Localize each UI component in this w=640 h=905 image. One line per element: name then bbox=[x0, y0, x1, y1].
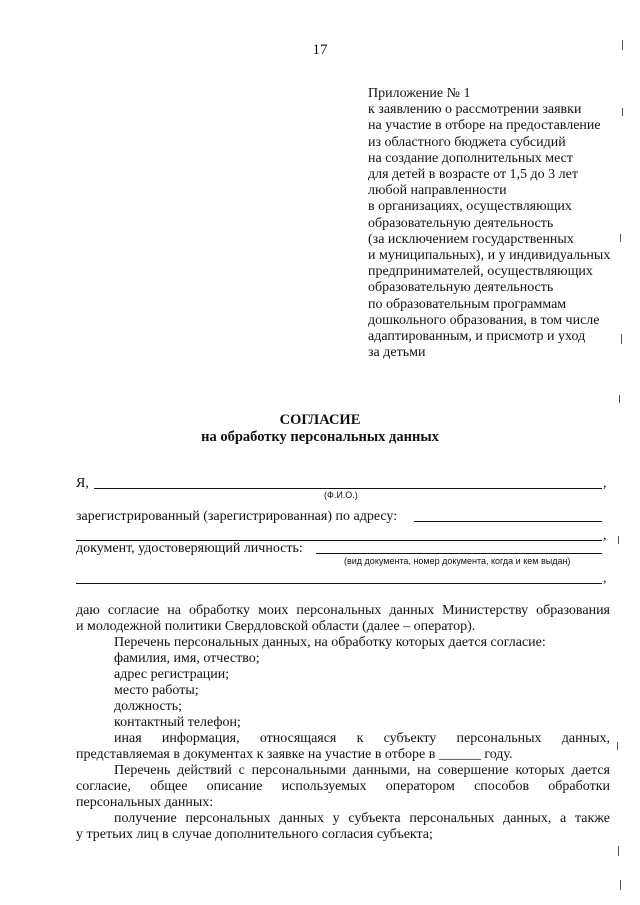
other-info-line-1: иная информация, относящаяся к субъекту персональных данных, bbox=[114, 731, 610, 746]
actions-line-2: согласие, общее описание используемых оператором способов обработки bbox=[76, 779, 610, 794]
fio-caption: (Ф.И.О.) bbox=[324, 490, 358, 500]
annex-line: адаптированным, и присмотр и уход bbox=[368, 329, 586, 345]
annex-line: (за исключением государственных bbox=[368, 231, 574, 247]
annex-line: к заявлению о рассмотрении заявки bbox=[368, 102, 582, 118]
annex-line: предпринимателей, осуществляющих bbox=[368, 264, 593, 280]
document-label: документ, удостоверяющий личность: bbox=[76, 541, 303, 556]
consent-line-1: даю согласие на обработку моих персональных данных Министерству образования bbox=[76, 603, 610, 618]
annex-line: образовательную деятельность bbox=[368, 215, 554, 231]
annex-line: из областного бюджета субсидий bbox=[368, 134, 566, 150]
annex-line: в организациях, осуществляющих bbox=[368, 199, 572, 215]
list-item: адрес регистрации; bbox=[114, 667, 230, 682]
list-intro: Перечень персональных данных, на обработку которых дается согласие: bbox=[114, 635, 546, 650]
scan-edge-mark bbox=[621, 334, 622, 344]
scan-edge-mark bbox=[619, 395, 620, 403]
scan-edge-mark bbox=[622, 40, 623, 50]
other-info-line-2: представляемая в документах к заявке на участие в отборе в ______ году. bbox=[76, 747, 513, 762]
annex-line: по образовательным программам bbox=[368, 296, 567, 312]
annex-line: дошкольного образования, в том числе bbox=[368, 312, 600, 328]
scan-edge-mark bbox=[617, 742, 618, 750]
receive-line-2: у третьих лиц в случае дополнительного согласия субъекта; bbox=[76, 827, 433, 842]
annex-line: Приложение № 1 bbox=[368, 86, 471, 101]
fio-comma: , bbox=[603, 476, 607, 491]
address-comma: , bbox=[603, 528, 607, 543]
registered-label: зарегистрированный (зарегистрированная) по адресу: bbox=[76, 509, 398, 524]
scan-edge-mark bbox=[620, 880, 621, 890]
page-number: 17 bbox=[312, 42, 328, 58]
receive-line-1: получение персональных данных у субъекта персональных данных, а также bbox=[114, 811, 610, 826]
address-field-line[interactable] bbox=[414, 521, 602, 522]
list-item: фамилия, имя, отчество; bbox=[114, 651, 260, 666]
document-title: СОГЛАСИЕ bbox=[279, 412, 361, 428]
annex-line: и муниципальных), и у индивидуальных bbox=[368, 248, 611, 264]
fio-field-line[interactable] bbox=[94, 488, 602, 489]
annex-line: за детьми bbox=[368, 345, 426, 361]
consent-line-2: и молодежной политики Свердловской области (далее – оператор). bbox=[76, 619, 476, 634]
i-label: Я, bbox=[76, 476, 89, 491]
annex-line: образовательную деятельность bbox=[368, 280, 554, 296]
annex-line: на участие в отборе на предоставление bbox=[368, 118, 601, 134]
document-comma: , bbox=[603, 571, 607, 586]
document-field-line-2[interactable] bbox=[76, 583, 602, 584]
annex-line: любой направленности bbox=[368, 183, 507, 199]
actions-line-1: Перечень действий с персональными данными, на совершение которых дается bbox=[114, 763, 610, 778]
list-item: должность; bbox=[114, 699, 183, 714]
list-item: контактный телефон; bbox=[114, 715, 241, 730]
document-caption: (вид документа, номер документа, когда и кем выдан) bbox=[344, 556, 571, 566]
annex-header bbox=[368, 86, 610, 361]
scan-edge-mark bbox=[620, 234, 621, 242]
scan-edge-mark bbox=[618, 536, 619, 544]
scan-edge-mark bbox=[622, 108, 623, 116]
annex-line: на создание дополнительных мест bbox=[368, 150, 573, 166]
annex-line: для детей в возрасте от 1,5 до 3 лет bbox=[368, 167, 578, 183]
actions-line-3: персональных данных: bbox=[76, 795, 214, 810]
scan-edge-mark bbox=[618, 846, 619, 856]
document-subtitle: на обработку персональных данных bbox=[201, 429, 439, 445]
document-field-line[interactable] bbox=[316, 553, 602, 554]
list-item: место работы; bbox=[114, 683, 199, 698]
